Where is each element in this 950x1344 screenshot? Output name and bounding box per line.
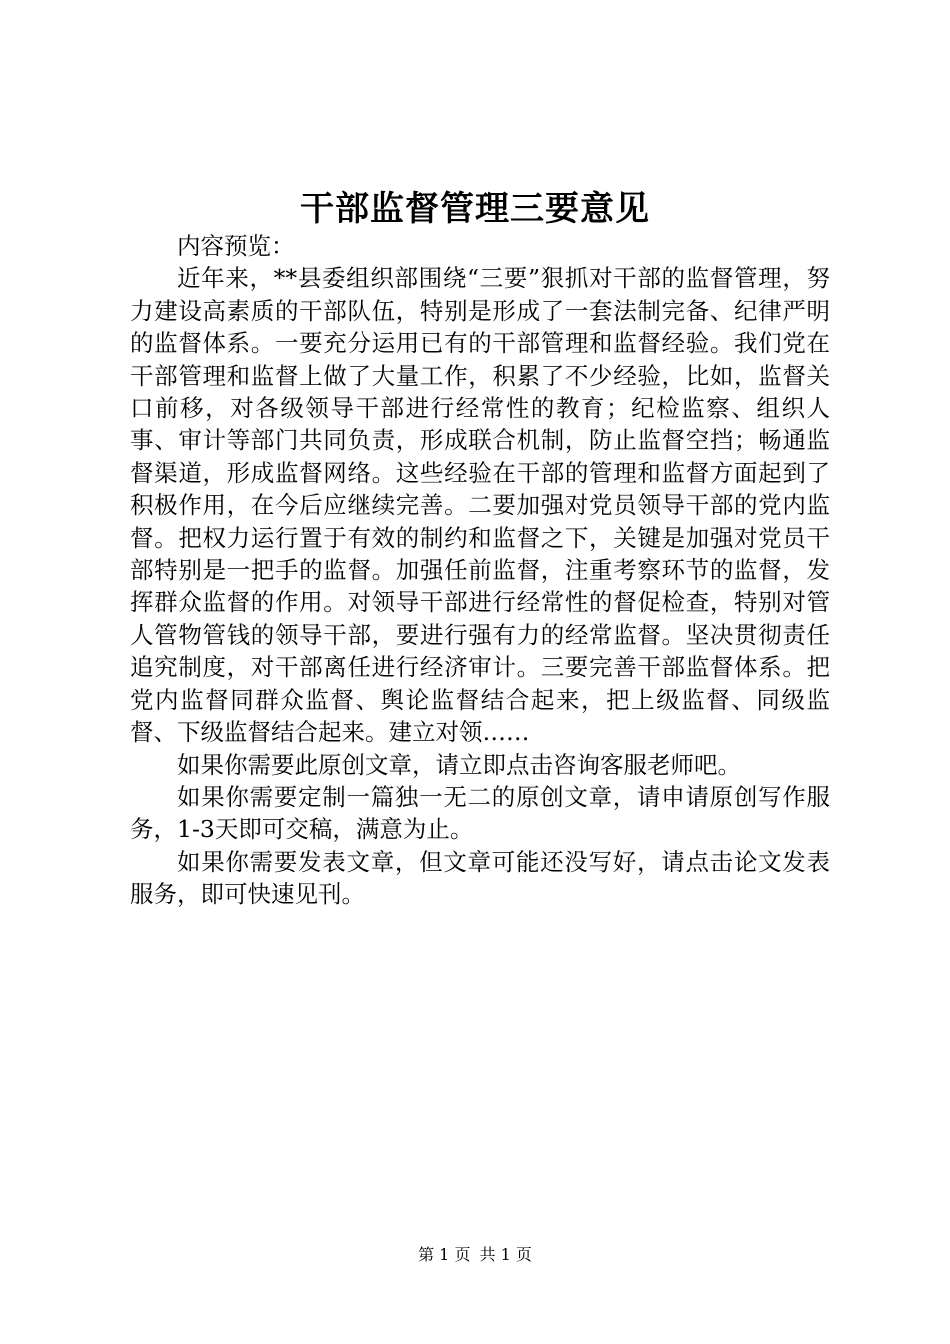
preview-label: 内容预览： <box>177 232 295 260</box>
custom-writing-note: 如果你需要定制一篇独一无二的原创文章，请申请原创写作服务，1-3天即可交稿，满意为止。 <box>130 782 830 844</box>
purchase-note: 如果你需要此原创文章，请立即点击咨询客服老师吧。 <box>177 750 741 779</box>
page-number: 第 1 页 <box>418 1245 471 1264</box>
page-total: 共 1 页 <box>479 1245 532 1264</box>
preview-paragraph: 近年来，**县委组织部围绕“三要”狠抓对干部的监督管理，努力建设高素质的干部队伍，特别是形成了一套法制完备、纪律严明的监督体系。一要充分运用已有的干部管理和监督经验。我们党在干部管理和监督上做了大量工作，积累了不少经验，比如，监督关口前移，对各级领导干部进行经常性的教育；纪检监察、组织人事、审计等部门共同负责，形成联合机制，防止监督空挡；畅通监督渠道，形成监督网络。这些经验在干部的管理和监督方面起到了积极作用，在今后应继续完善。二要加强对党员领导干部的党内监督。把权力运行置于有效的制约和监督之下，关键是加强对党员干部特别是一把手的监督。加强任前监督，注重考察环节的监督，发挥群众监督的作用。对领导干部进行经常性的督促检查，特别对管人管物管钱的领导干部，要进行强有力的经常监督。坚决贯彻责任追究制度，对干部离任进行经济审计。三要完善干部监督体系。把党内监督同群众监督、舆论监督结合起来，把上级监督、同级监督、下级监督结合起来。建立对领…… <box>130 264 830 747</box>
document-body <box>130 230 830 911</box>
publication-note: 如果你需要发表文章，但文章可能还没写好，请点击论文发表服务，即可快速见刊。 <box>130 847 830 909</box>
page-footer <box>0 1244 950 1266</box>
document-title: 干部监督管理三要意见 <box>300 189 650 229</box>
